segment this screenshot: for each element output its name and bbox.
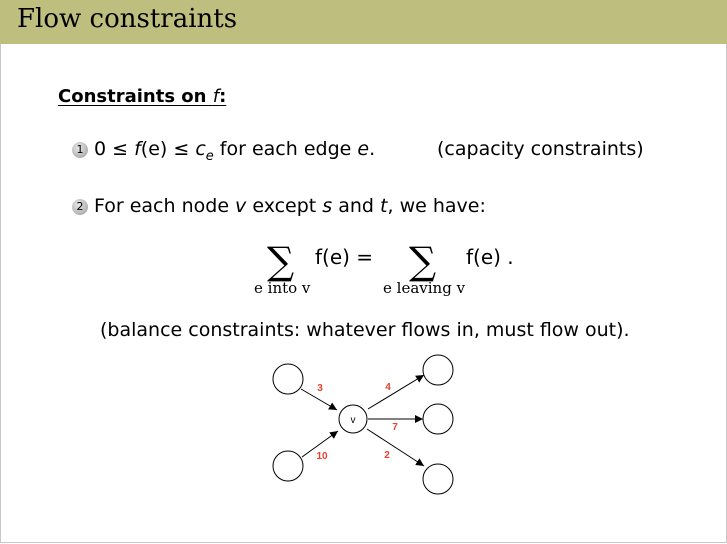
sum-symbol-right: ∑ (409, 239, 437, 283)
capacity-note: (capacity constraints) (437, 138, 644, 160)
item2-text-c: , we have: (387, 195, 486, 217)
sum-symbol-left: ∑ (267, 239, 295, 283)
node-source-bottom (273, 451, 303, 481)
expr-bound: 0 ≤ (94, 138, 135, 160)
edge-label-in-bottom: 10 (316, 451, 328, 462)
item2-and: and (332, 195, 381, 217)
item2-text-b: except (246, 195, 323, 217)
edge-label-in-top: 3 (317, 383, 323, 394)
item-number-2: 2 (72, 199, 88, 215)
node-sink-bottom (423, 464, 453, 494)
balance-note: (balance constraints: whatever flows in, must flow out). (100, 319, 630, 341)
item2-v: v (235, 195, 247, 217)
edge-label-out-bottom: 2 (384, 450, 390, 461)
item1-edge-var: e (357, 138, 370, 160)
item2-text-a: For each node (94, 195, 236, 217)
expr-le: ≤ (167, 138, 196, 160)
item2-s: s (322, 195, 333, 217)
edge-label-out-middle: 7 (392, 422, 398, 433)
edge-label-out-top: 4 (385, 382, 391, 393)
expr-f: f (134, 138, 141, 160)
sum-index-into: e into v (254, 279, 311, 297)
slide-title: Flow constraints (17, 4, 238, 34)
node-sink-middle (423, 404, 453, 434)
heading-prefix: Constraints on (58, 86, 213, 107)
equation-lhs: f(e) = (315, 245, 374, 269)
item2-t: t (380, 195, 388, 217)
expr-arg: (e) (140, 138, 168, 160)
node-source-top (273, 364, 303, 394)
item1-period: . (369, 138, 376, 160)
item-number-1: 1 (72, 142, 88, 158)
equation-rhs: f(e) . (466, 245, 514, 269)
expr-c-subscript: e (205, 148, 214, 164)
node-sink-top (423, 355, 453, 385)
heading-variable: f (212, 86, 220, 107)
item1-text: for each edge (213, 138, 358, 160)
edge-out-top (368, 375, 424, 409)
edge-out-bottom (367, 429, 424, 466)
heading-suffix: : (219, 86, 227, 107)
node-v-label: v (350, 415, 356, 426)
sum-index-leaving: e leaving v (383, 279, 466, 297)
expr-c: c (195, 138, 206, 160)
